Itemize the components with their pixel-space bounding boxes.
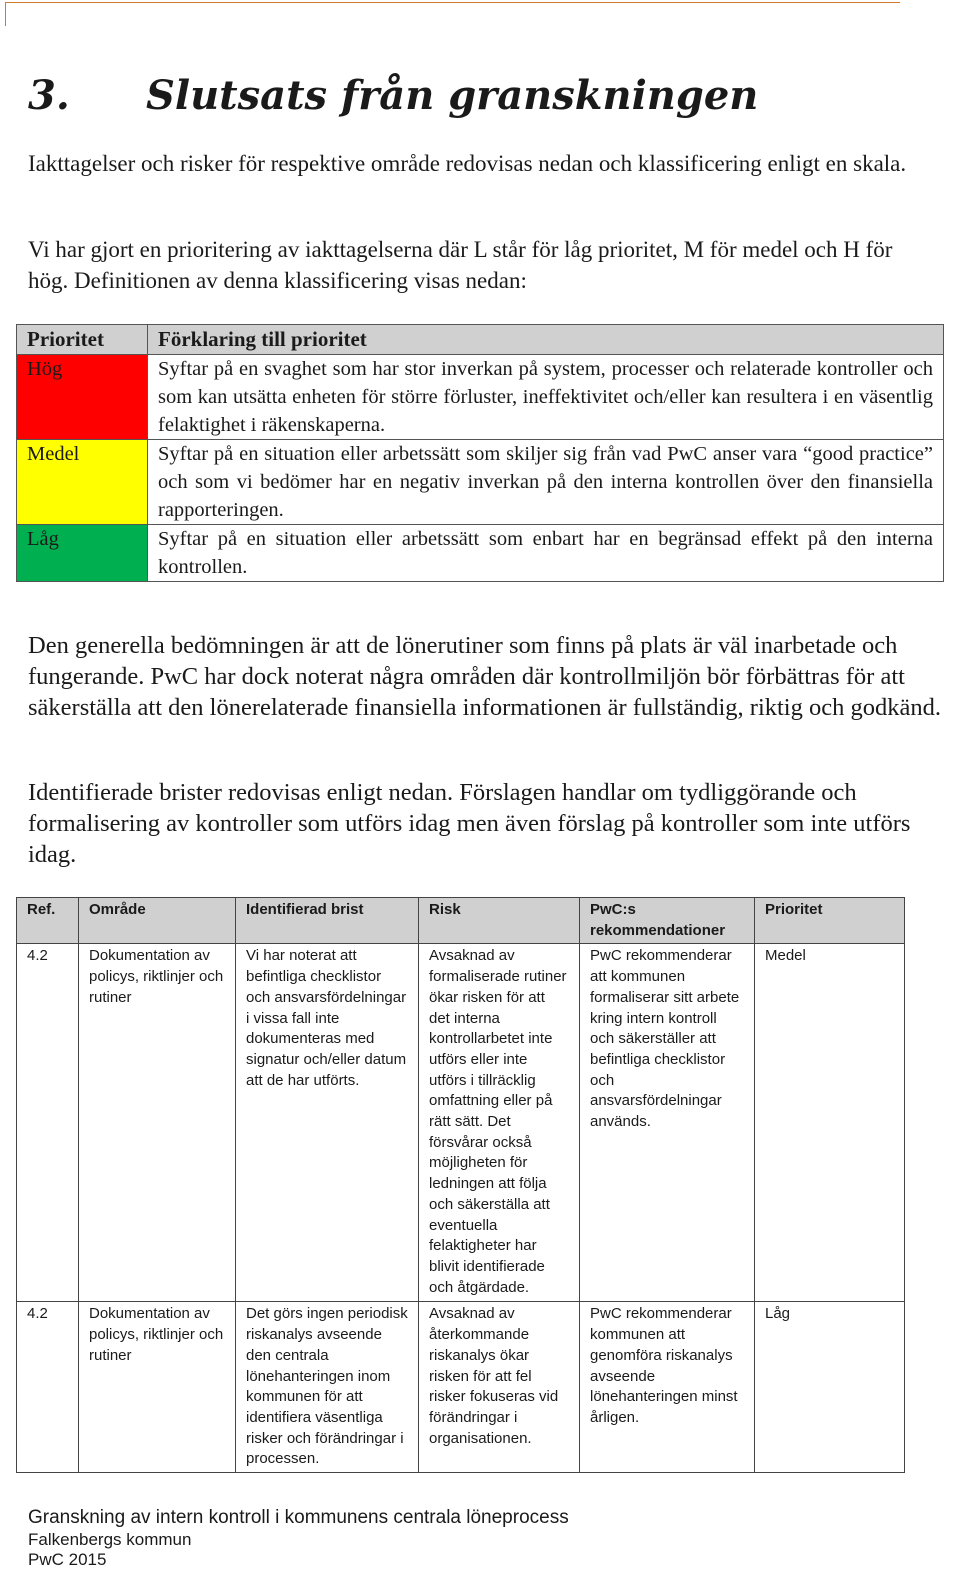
footer-organization: Falkenbergs kommun (28, 1530, 192, 1549)
priority-table-header (17, 325, 944, 355)
header-risk: Risk (419, 898, 580, 944)
priority-level-high: Hög (17, 355, 148, 440)
findings-table-header (17, 898, 905, 944)
assessment-paragraph-2: Identifierade brister redovisas enligt nedan. Förslagen handlar om tydliggörande och formalisering av kontroller som utförs idag men även förslag på kontroller som inte utförs idag. (28, 779, 911, 868)
header-finding: Identifierad brist (236, 898, 419, 944)
cell-ref: 4.2 (17, 1302, 79, 1473)
table-row (17, 944, 905, 1302)
priority-header-level: Prioritet (17, 325, 148, 355)
header-recommendation: PwC:s rekommendationer (580, 898, 755, 944)
priority-row-medium (17, 440, 944, 525)
header-priority: Prioritet (755, 898, 905, 944)
cell-ref: 4.2 (17, 944, 79, 1302)
cell-area: Dokumentation av policys, riktlinjer och rutiner (79, 1302, 236, 1473)
intro-paragraph-1: Iakttagelser och risker för respektive område redovisas nedan och klassificering enligt en skala. (28, 151, 907, 176)
page-top-border (5, 2, 900, 26)
footer-year: PwC 2015 (28, 1550, 107, 1569)
priority-row-low (17, 525, 944, 582)
priority-row-high (17, 355, 944, 440)
priority-description-low: Syftar på en situation eller arbetssätt som enbart har en begränsad effekt på den interna kontrollen. (148, 525, 944, 582)
priority-level-medium: Medel (17, 440, 148, 525)
cell-finding: Det görs ingen periodisk riskanalys avseende den centrala lönehanteringen inom kommunen för att identifiera väsentliga risker och förändringar i processen. (236, 1302, 419, 1473)
cell-risk: Avsaknad av återkommande riskanalys ökar risken för att fel risker fokuseras vid förändringar i organisationen. (419, 1302, 580, 1473)
cell-recommendation: PwC rekommenderar att kommunen formaliserar sitt arbete kring intern kontroll och säkerställer att befintliga checklistor och ansvarsfördelningar används. (580, 944, 755, 1302)
cell-area: Dokumentation av policys, riktlinjer och rutiner (79, 944, 236, 1302)
priority-header-explanation: Förklaring till prioritet (148, 325, 944, 355)
footer-report-title: Granskning av intern kontroll i kommunens centrala löneprocess (28, 1507, 569, 1528)
cell-priority: Medel (755, 944, 905, 1302)
cell-recommendation: PwC rekommenderar kommunen att genomföra riskanalys avseende lönehanteringen minst årligen. (580, 1302, 755, 1473)
cell-finding: Vi har noterat att befintliga checklistor och ansvarsfördelningar i vissa fall inte dokumenteras med signatur och/eller datum att de har utförts. (236, 944, 419, 1302)
table-row (17, 1302, 905, 1473)
assessment-paragraph-1: Den generella bedömningen är att de lönerutiner som finns på plats är väl inarbetade och fungerande. PwC har dock noterat några områden där kontrollmiljön bör förbättras för att säkerställa att den lönerelaterade finansiella informationen är fullständig, riktig och godkänd. (28, 632, 941, 721)
section-heading (28, 72, 758, 119)
priority-description-high: Syftar på en svaghet som har stor inverkan på system, processer och relaterade kontroller och som kan utsätta enheten för större förluster, ineffektivitet och/eller kan resultera i en väsentlig felaktighet i räkenskaperna. (148, 355, 944, 440)
cell-priority: Låg (755, 1302, 905, 1473)
priority-definition-table (16, 324, 944, 582)
priority-description-medium: Syftar på en situation eller arbetssätt som skiljer sig från vad PwC anser vara “good practice” och som vi bedömer har en negativ inverkan på den interna kontrollen över den finansiella rapporteringen. (148, 440, 944, 525)
header-ref: Ref. (17, 898, 79, 944)
findings-table (16, 897, 905, 1473)
section-title: Slutsats från granskningen (146, 72, 759, 119)
header-area: Område (79, 898, 236, 944)
priority-level-low: Låg (17, 525, 148, 582)
intro-paragraph-2: Vi har gjort en prioritering av iakttagelserna där L står för låg prioritet, M för medel och H för hög. Definitionen av denna klassificering visas nedan: (28, 237, 893, 293)
section-number: 3. (28, 72, 70, 119)
cell-risk: Avsaknad av formaliserade rutiner ökar risken för att det interna kontrollarbetet inte utförs eller inte utförs i tillräcklig omfattning eller på rätt sätt. Det försvårar också möjligheten för ledningen att följa och säkerställa att eventuella felaktigheter har blivit identifierade och åtgärdade. (419, 944, 580, 1302)
